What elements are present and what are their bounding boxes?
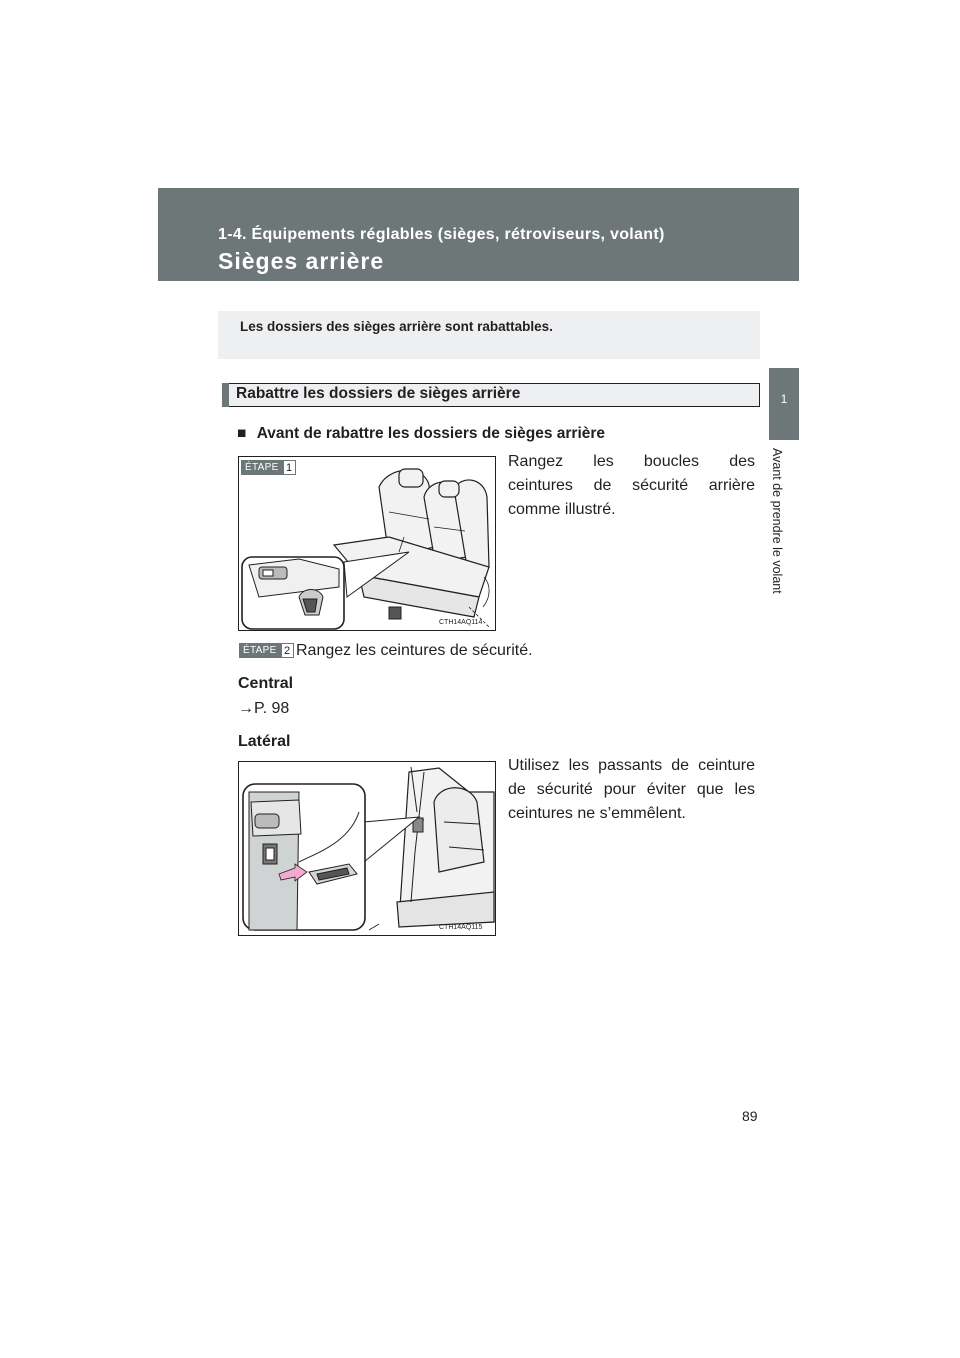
step-1-line-1: Rangez les boucles des [508,453,755,470]
chapter-title: Avant de prendre le volant [770,448,784,594]
lateral-line-1: Utilisez les passants de ceinture [508,757,755,774]
lateral-line-3: ceintures ne s’emmêlent. [508,805,686,822]
step-1-badge: ÉTAPE 1 [241,460,296,475]
chapter-tab-number: 1 [780,392,788,406]
step-1-line-3: comme illustré. [508,501,616,518]
bullet-heading-text: Avant de rabattre les dossiers de sièges arrière [256,425,606,442]
lateral-label: Latéral [238,733,291,750]
section-label: 1-4. Équipements réglables (sièges, rétroviseurs, volant) [218,226,665,243]
figure-code: CTH14AQ115 [439,924,483,931]
bullet-heading [237,425,605,443]
belt-guide-illustration [239,762,495,935]
central-label: Central [238,675,294,692]
step-2-badge: ÉTAPE 2 [239,643,294,658]
figure-belt-guides [238,761,496,936]
section-heading: Rabattre les dossiers de sièges arrière [236,385,521,402]
rear-seat-illustration [239,457,495,630]
step-1-text [508,450,755,522]
page-number: 89 [742,1108,758,1124]
section-heading-marker [222,383,229,407]
bullet-square-icon: ■ [237,425,247,442]
step-2-text: Rangez les ceintures de sécurité. [296,642,533,659]
figure-rear-seat-buckles [238,456,496,631]
intro-text: Les dossiers des sièges arrière sont rabattables. [240,319,553,334]
lateral-text [508,754,755,826]
lateral-line-2: de sécurité pour éviter que les [508,781,755,798]
step-1-line-2: ceintures de sécurité arrière [508,477,755,494]
chapter-title-vertical [770,448,798,628]
page-title: Sièges arrière [218,248,385,274]
central-page-ref[interactable]: →P. 98 [238,700,290,717]
figure-code: CTH14AQ114 [439,619,483,626]
